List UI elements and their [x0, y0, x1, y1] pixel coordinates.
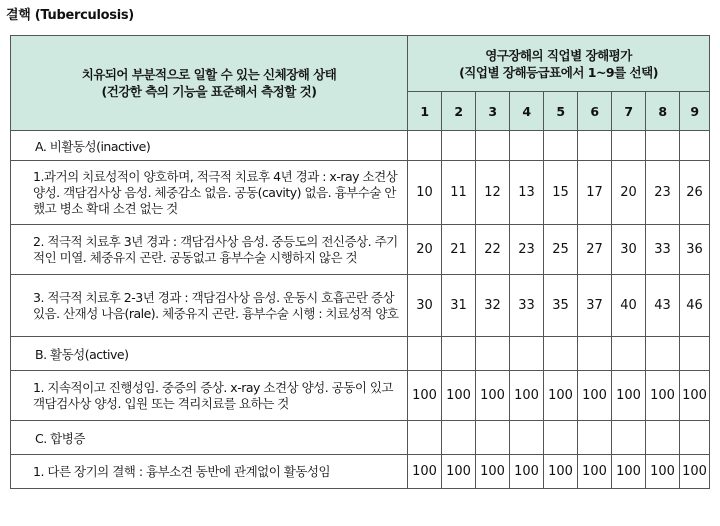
- rating-value: 13: [510, 161, 544, 225]
- rating-value: 100: [612, 371, 646, 421]
- rating-value: 26: [680, 161, 710, 225]
- rating-value: 33: [646, 225, 680, 275]
- section-label: A. 비활동성(inactive): [11, 131, 408, 161]
- rating-header-line1: 영구장해의 직업별 장해평가: [485, 47, 632, 63]
- rating-value: 17: [578, 161, 612, 225]
- rating-value: 33: [510, 275, 544, 337]
- grade-header-cell: 1: [408, 92, 442, 131]
- rating-value: 43: [646, 275, 680, 337]
- table-row: [11, 371, 710, 421]
- condition-header-line2: (건강한 측의 기능을 표준해서 측정할 것): [101, 84, 317, 99]
- rating-value: 100: [578, 455, 612, 489]
- rating-value: 100: [680, 455, 710, 489]
- grade-header-cell: 8: [646, 92, 680, 131]
- rating-value: 100: [578, 371, 612, 421]
- section-label: B. 활동성(active): [11, 337, 408, 371]
- condition-header: [11, 36, 408, 131]
- rating-value: 25: [544, 225, 578, 275]
- grade-header-cell: 5: [544, 92, 578, 131]
- rating-value: 100: [544, 455, 578, 489]
- table-row: [11, 275, 710, 337]
- condition-description: 1. 다른 장기의 결핵 : 흉부소견 동반에 관계없이 활동성임: [11, 455, 408, 489]
- rating-value: 15: [544, 161, 578, 225]
- page-title: 결핵 (Tuberculosis): [6, 8, 134, 23]
- rating-value: 22: [476, 225, 510, 275]
- rating-header: [408, 36, 710, 92]
- rating-value: 46: [680, 275, 710, 337]
- rating-value: 27: [578, 225, 612, 275]
- grade-header-cell: 9: [680, 92, 710, 131]
- rating-value: 100: [476, 371, 510, 421]
- disability-rating-table: [10, 35, 710, 489]
- rating-value: 32: [476, 275, 510, 337]
- grade-header-cell: 6: [578, 92, 612, 131]
- rating-header-line2: (직업별 장해등급표에서 1~9를 선택): [459, 64, 658, 80]
- grade-header-cell: 3: [476, 92, 510, 131]
- rating-value: 21: [442, 225, 476, 275]
- rating-value: 100: [680, 371, 710, 421]
- rating-value: 100: [476, 455, 510, 489]
- rating-value: 11: [442, 161, 476, 225]
- rating-value: 100: [442, 455, 476, 489]
- rating-value: 10: [408, 161, 442, 225]
- rating-value: 20: [612, 161, 646, 225]
- grade-header-cell: 2: [442, 92, 476, 131]
- condition-description: 1.과거의 치료성적이 양호하며, 적극적 치료후 4년 경과 : x-ray 소견상 양성. 객담검사상 음성. 체중감소 없음. 공동(cavity) 없음. 흉부수술 안했고 병소 확대 소견 없는 것: [11, 161, 408, 225]
- rating-value: 100: [442, 371, 476, 421]
- rating-value: 100: [544, 371, 578, 421]
- rating-value: 100: [408, 455, 442, 489]
- rating-value: 40: [612, 275, 646, 337]
- rating-value: 30: [612, 225, 646, 275]
- rating-value: 30: [408, 275, 442, 337]
- rating-value: 36: [680, 225, 710, 275]
- table-row: [11, 161, 710, 225]
- grade-header-cell: 4: [510, 92, 544, 131]
- section-label: C. 합병증: [11, 421, 408, 455]
- rating-value: 100: [646, 371, 680, 421]
- condition-description: 1. 지속적이고 진행성임. 중증의 증상. x-ray 소견상 양성. 공동이 있고 객담검사상 양성. 입원 또는 격리치료를 요하는 것: [11, 371, 408, 421]
- rating-value: 100: [408, 371, 442, 421]
- section-row: [11, 337, 710, 371]
- condition-description: 2. 적극적 치료후 3년 경과 : 객담검사상 음성. 중등도의 전신증상. 주기적인 미열. 체중유지 곤란. 공동없고 흉부수술 시행하지 않은 것: [11, 225, 408, 275]
- rating-value: 23: [646, 161, 680, 225]
- rating-value: 100: [510, 455, 544, 489]
- rating-value: 37: [578, 275, 612, 337]
- grade-header-cell: 7: [612, 92, 646, 131]
- rating-value: 12: [476, 161, 510, 225]
- section-row: [11, 421, 710, 455]
- rating-value: 100: [510, 371, 544, 421]
- table-row: [11, 455, 710, 489]
- condition-header-line1: 치유되어 부분적으로 일할 수 있는 신체장해 상태: [81, 67, 337, 82]
- rating-value: 20: [408, 225, 442, 275]
- rating-value: 23: [510, 225, 544, 275]
- rating-value: 35: [544, 275, 578, 337]
- condition-description: 3. 적극적 치료후 2-3년 경과 : 객담검사상 음성. 운동시 호흡곤란 증상있음. 산재성 나음(rale). 체중유지 곤란. 흉부수술 시행 : 치료성적 양호: [11, 275, 408, 337]
- rating-value: 31: [442, 275, 476, 337]
- table-row: [11, 225, 710, 275]
- rating-value: 100: [646, 455, 680, 489]
- rating-value: 100: [612, 455, 646, 489]
- section-row: [11, 131, 710, 161]
